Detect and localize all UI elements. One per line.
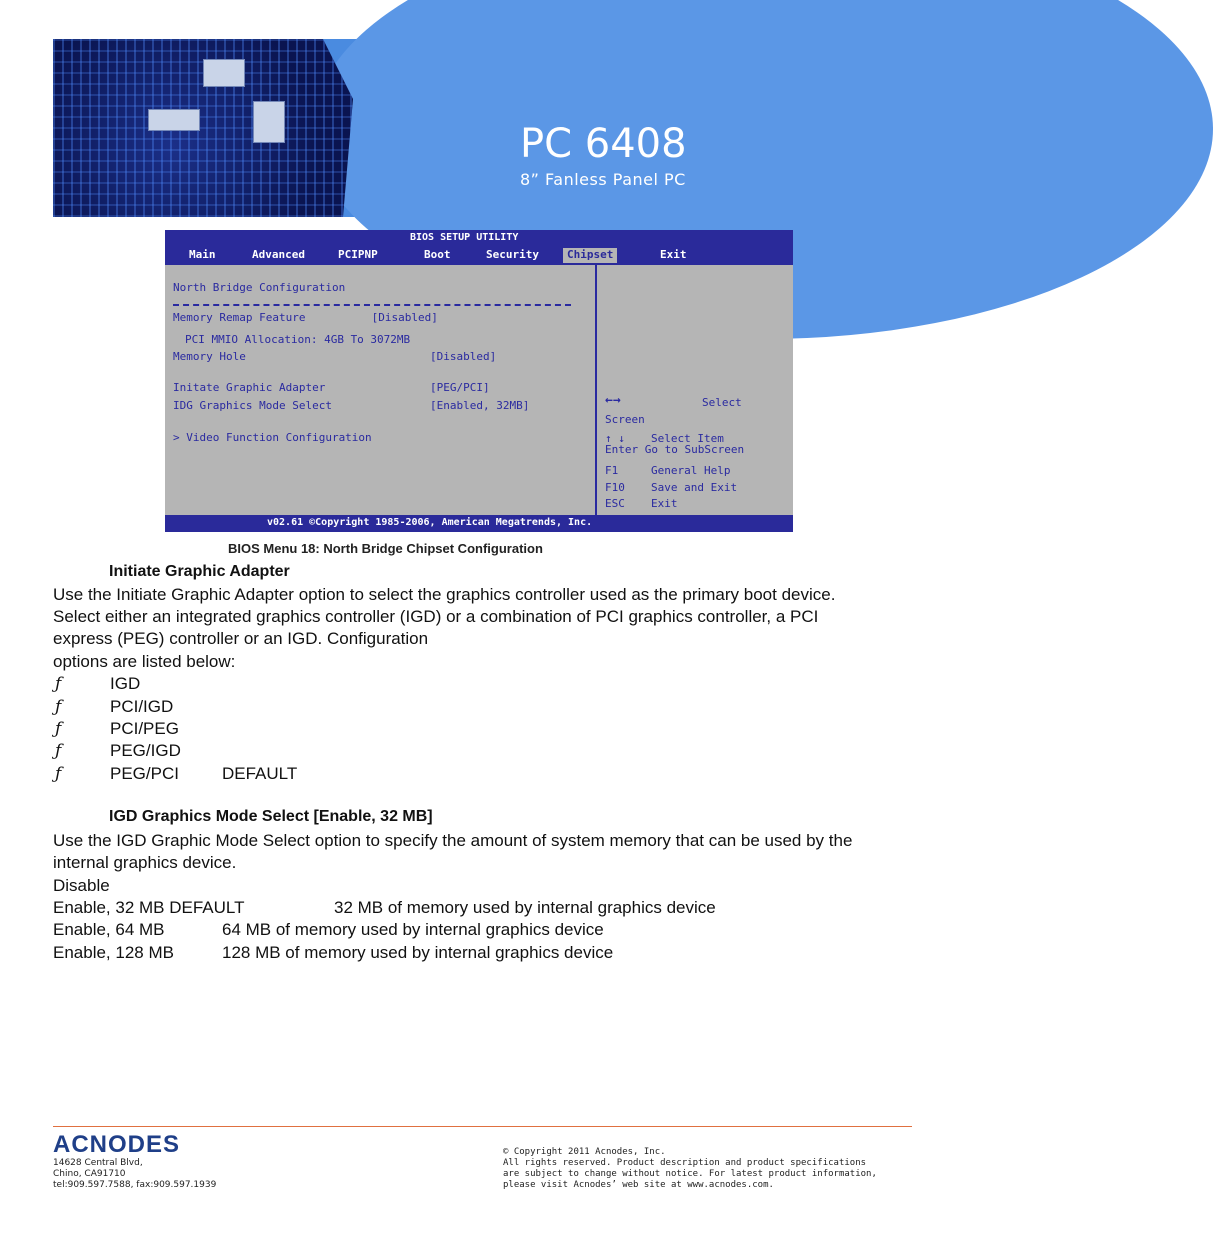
option-item: PCI/IGD bbox=[110, 697, 174, 716]
bios-help-select: Select bbox=[702, 396, 742, 409]
footer-contact: tel:909.597.7588, fax:909.597.1939 bbox=[53, 1180, 217, 1190]
bios-bottom-bar bbox=[165, 515, 793, 532]
page-title: PC 6408 bbox=[520, 121, 687, 167]
option-item: PEG/IGD bbox=[110, 741, 181, 760]
footer-address-line: 14628 Central Blvd, bbox=[53, 1158, 143, 1168]
bios-video-submenu[interactable]: > Video Function Configuration bbox=[173, 431, 372, 444]
mode-option-label: Enable, 32 MB DEFAULT bbox=[53, 898, 245, 917]
bios-menu-boot[interactable]: Boot bbox=[424, 248, 451, 261]
bios-help-esc: Exit bbox=[651, 497, 678, 510]
figure-caption: BIOS Menu 18: North Bridge Chipset Configuration bbox=[228, 541, 543, 556]
bullet-icon: ƒ bbox=[55, 697, 62, 717]
footer-notice-line: are subject to change without notice. For latest product information, bbox=[503, 1169, 877, 1179]
paragraph-line: Use the IGD Graphic Mode Select option to specify the amount of system memory that can be used by the bbox=[53, 831, 853, 850]
bios-divider bbox=[173, 304, 571, 306]
footer-notice-line: All rights reserved. Product description and product specifications bbox=[503, 1158, 867, 1168]
bios-initiate-label[interactable]: Initate Graphic Adapter bbox=[173, 381, 326, 394]
arrow-ud-icon: ↑ ↓ bbox=[605, 432, 625, 445]
board-chip bbox=[253, 101, 285, 143]
bios-memory-hole-value[interactable]: [Disabled] bbox=[430, 350, 497, 363]
bios-menu-advanced[interactable]: Advanced bbox=[252, 248, 305, 261]
mode-option-desc: 32 MB of memory used by internal graphics device bbox=[334, 898, 716, 917]
mode-option-label: Enable, 64 MB bbox=[53, 920, 165, 939]
bios-copyright: v02.61 ©Copyright 1985-2006, American Megatrends, Inc. bbox=[267, 517, 593, 528]
bios-section-title: North Bridge Configuration bbox=[173, 281, 346, 294]
acnodes-logo: ACNODES bbox=[53, 1131, 181, 1158]
mode-option-label: Enable, 128 MB bbox=[53, 943, 174, 962]
paragraph-line: Use the Initiate Graphic Adapter option to select the graphics controller used as the primary boot device. bbox=[53, 585, 836, 604]
option-item: PCI/PEG bbox=[110, 719, 179, 738]
bios-cut-line: Memory Remap Feature [Disabled] bbox=[173, 311, 438, 324]
footer-copyright: © Copyright 2011 Acnodes, Inc. bbox=[503, 1147, 666, 1157]
section-heading-initiate: Initiate Graphic Adapter bbox=[109, 563, 290, 580]
bios-menu-security[interactable]: Security bbox=[486, 248, 539, 261]
bios-help-cut: Enter Go to SubScreen bbox=[605, 443, 745, 456]
footer-address-line: Chino, CA91710 bbox=[53, 1169, 126, 1179]
bios-memory-hole-label[interactable]: Memory Hole bbox=[173, 350, 246, 363]
bullet-icon: ƒ bbox=[55, 741, 62, 761]
bios-help-f1-key: F1 bbox=[605, 464, 619, 477]
bios-igd-label[interactable]: IDG Graphics Mode Select bbox=[173, 399, 332, 412]
board-chip bbox=[203, 59, 245, 87]
bios-menu-pcipnp[interactable]: PCIPNP bbox=[338, 248, 378, 261]
header-banner bbox=[53, 39, 912, 217]
bios-help-select-item: Select Item bbox=[651, 432, 724, 445]
bullet-icon: ƒ bbox=[55, 674, 62, 694]
footer-notice-line: please visit Acnodes’ web site at www.acnodes.com. bbox=[503, 1180, 774, 1190]
option-item: PEG/PCI bbox=[110, 764, 179, 783]
bios-utility-title: BIOS SETUP UTILITY bbox=[410, 232, 519, 243]
bios-help-esc-key: ESC bbox=[605, 497, 625, 510]
bios-top-bar bbox=[165, 230, 793, 265]
paragraph-line: Select either an integrated graphics controller (IGD) or a combination of PCI graphics controller, a PCI bbox=[53, 607, 819, 626]
bios-help-screen: Screen bbox=[605, 413, 645, 426]
mode-option-desc: 64 MB of memory used by internal graphics device bbox=[222, 920, 604, 939]
bios-panel-separator bbox=[595, 265, 597, 515]
bios-menu-exit[interactable]: Exit bbox=[660, 248, 687, 261]
bios-screenshot bbox=[165, 230, 793, 532]
bios-pci-mmio: PCI MMIO Allocation: 4GB To 3072MB bbox=[185, 333, 411, 346]
arrow-lr-icon: ←→ bbox=[605, 393, 621, 408]
bios-help-f10-key: F10 bbox=[605, 481, 625, 494]
section-heading-igd: IGD Graphics Mode Select [Enable, 32 MB] bbox=[109, 808, 433, 825]
bios-menu-chipset[interactable]: Chipset bbox=[563, 248, 617, 263]
board-chip bbox=[148, 109, 200, 131]
bios-menu-main[interactable]: Main bbox=[189, 248, 216, 261]
bios-help-f1: General Help bbox=[651, 464, 731, 477]
default-label: DEFAULT bbox=[222, 764, 298, 783]
paragraph-line: options are listed below: bbox=[53, 652, 236, 671]
footer-divider bbox=[53, 1126, 912, 1127]
bios-initiate-value[interactable]: [PEG/PCI] bbox=[430, 381, 490, 394]
mode-option-label: Disable bbox=[53, 876, 110, 895]
page-subtitle: 8” Fanless Panel PC bbox=[520, 170, 686, 189]
paragraph-line: express (PEG) controller or an IGD. Configuration bbox=[53, 629, 429, 648]
bios-igd-value[interactable]: [Enabled, 32MB] bbox=[430, 399, 530, 412]
bullet-icon: ƒ bbox=[55, 764, 62, 784]
bios-help-f10: Save and Exit bbox=[651, 481, 738, 494]
option-item: IGD bbox=[110, 674, 141, 693]
mode-option-desc: 128 MB of memory used by internal graphics device bbox=[222, 943, 614, 962]
bullet-icon: ƒ bbox=[55, 719, 62, 739]
paragraph-line: internal graphics device. bbox=[53, 853, 237, 872]
